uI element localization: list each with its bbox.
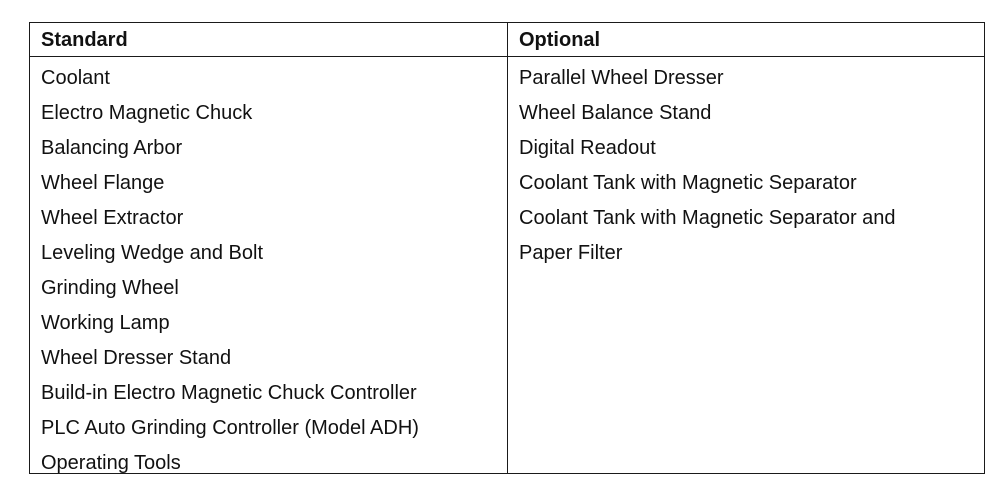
standard-item: Wheel Dresser Stand	[41, 347, 232, 369]
standard-item: Electro Magnetic Chuck	[41, 102, 253, 124]
accessories-table	[29, 22, 985, 474]
standard-item: Leveling Wedge and Bolt	[41, 242, 264, 264]
optional-item: Digital Readout	[519, 137, 656, 159]
optional-item: Coolant Tank with Magnetic Separator and	[519, 207, 896, 229]
standard-item: Wheel Flange	[41, 172, 165, 194]
standard-item: Operating Tools	[41, 452, 181, 474]
optional-item: Paper Filter	[519, 242, 623, 264]
standard-item: Coolant	[41, 67, 110, 89]
optional-column-header: Optional	[519, 29, 601, 51]
standard-item: Grinding Wheel	[41, 277, 179, 299]
standard-item: Build-in Electro Magnetic Chuck Controller	[41, 382, 417, 404]
standard-column-header: Standard	[41, 29, 128, 51]
optional-item: Parallel Wheel Dresser	[519, 67, 724, 89]
optional-items-list	[519, 61, 896, 271]
standard-items-list	[41, 61, 419, 481]
standard-item: Working Lamp	[41, 312, 170, 334]
standard-item: PLC Auto Grinding Controller (Model ADH)	[41, 417, 419, 439]
standard-item: Wheel Extractor	[41, 207, 184, 229]
optional-item: Coolant Tank with Magnetic Separator	[519, 172, 857, 194]
optional-item: Wheel Balance Stand	[519, 102, 712, 124]
header-divider	[30, 56, 984, 57]
standard-item: Balancing Arbor	[41, 137, 183, 159]
column-divider	[507, 23, 508, 473]
